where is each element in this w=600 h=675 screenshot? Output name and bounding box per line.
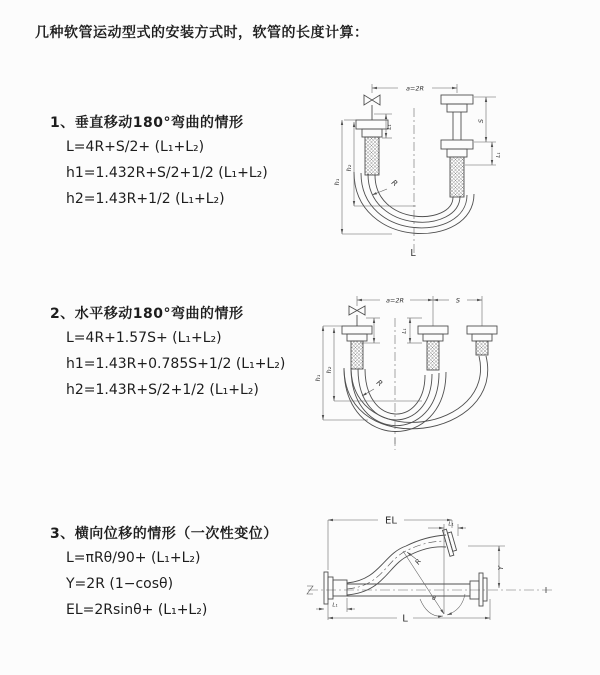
label-theta: θ: [432, 595, 436, 602]
valve-icon: [349, 306, 365, 315]
flange: [441, 95, 473, 104]
hose-displaced-position: [344, 356, 488, 429]
dim-l: L: [402, 613, 408, 625]
section-2-formula-h1: h1=1.43R+0.785S+1/2 (L₁+L₂): [66, 356, 286, 372]
hose-assembly: [307, 528, 546, 606]
section-2-formula-l: L=4R+1.57S+ (L₁+L₂): [66, 330, 222, 346]
dim-l1-top: L₁: [448, 521, 454, 528]
dim-l1: L₁: [402, 328, 408, 334]
section-1-heading: 1、垂直移动180°弯曲的情形: [50, 115, 244, 131]
label-radius-r: R: [389, 177, 400, 189]
section-3: [50, 523, 278, 623]
dimension-lines: [316, 520, 505, 620]
flange: [441, 140, 473, 149]
flange: [418, 326, 448, 334]
section-1-formula-l: L=4R+S/2+ (L₁+L₂): [66, 139, 205, 155]
dim-h1: h₁: [314, 374, 322, 382]
dim-a-2r: a=2R: [385, 296, 405, 305]
page-title: 几种软管运动型式的安装方式时，软管的长度计算：: [35, 25, 369, 41]
section-2-formula-h2: h2=1.43R+S/2+1/2 (L₁+L₂): [66, 382, 259, 398]
section-3-heading: 3、横向位移的情形（一次性变位）: [50, 526, 278, 542]
hose-assembly: [342, 306, 497, 432]
dim-l1-pipe: L₁: [387, 124, 393, 130]
section-1: [50, 112, 268, 212]
braid-section: [427, 341, 439, 370]
flange: [467, 326, 497, 334]
diagram-vertical-180-bend: [312, 72, 592, 257]
label-radius-r: R: [374, 377, 385, 389]
section-1-formula-h2: h2=1.43R+1/2 (L₁+L₂): [66, 191, 225, 207]
dimension-labels: [333, 85, 502, 258]
flange: [356, 120, 388, 129]
dim-l1-right: L₁: [496, 152, 502, 158]
braid-section: [450, 157, 464, 197]
section-2-heading: 2、水平移动180°弯曲的情形: [50, 306, 244, 322]
valve-icon: [364, 95, 380, 105]
dim-s: S: [455, 296, 461, 305]
section-1-formula-h1: h1=1.432R+S/2+1/2 (L₁+L₂): [66, 165, 268, 181]
dim-y: Y: [497, 565, 505, 571]
dim-s: S: [477, 118, 485, 124]
dim-el: EL: [385, 515, 397, 527]
flange: [443, 528, 458, 556]
diagram-horizontal-180-bend: [310, 288, 590, 468]
braid-section: [351, 341, 363, 369]
section-3-formula-el: EL=2Rsinθ+ (L₁+L₂): [66, 602, 208, 618]
dim-h2: h₂: [345, 164, 353, 172]
diagram-lateral-displacement: [300, 502, 590, 662]
flange: [479, 573, 483, 606]
flange: [342, 326, 372, 334]
label-length-l: L: [410, 248, 416, 257]
label-radius-r: R: [413, 557, 424, 567]
dim-l1-bottom: L₁: [332, 602, 338, 609]
dimension-labels: [332, 516, 505, 625]
braid-section: [476, 341, 488, 355]
dim-h2: h₂: [325, 366, 333, 374]
dim-a-2r: a=2R: [405, 84, 425, 93]
section-3-formula-y: Y=2R (1−cosθ): [66, 576, 174, 592]
section-2: [50, 303, 285, 403]
flange: [324, 572, 328, 604]
dim-h1: h₁: [333, 178, 341, 186]
braid-section: [365, 137, 379, 175]
section-3-formula-l: L=πRθ/90+ (L₁+L₂): [66, 550, 201, 566]
